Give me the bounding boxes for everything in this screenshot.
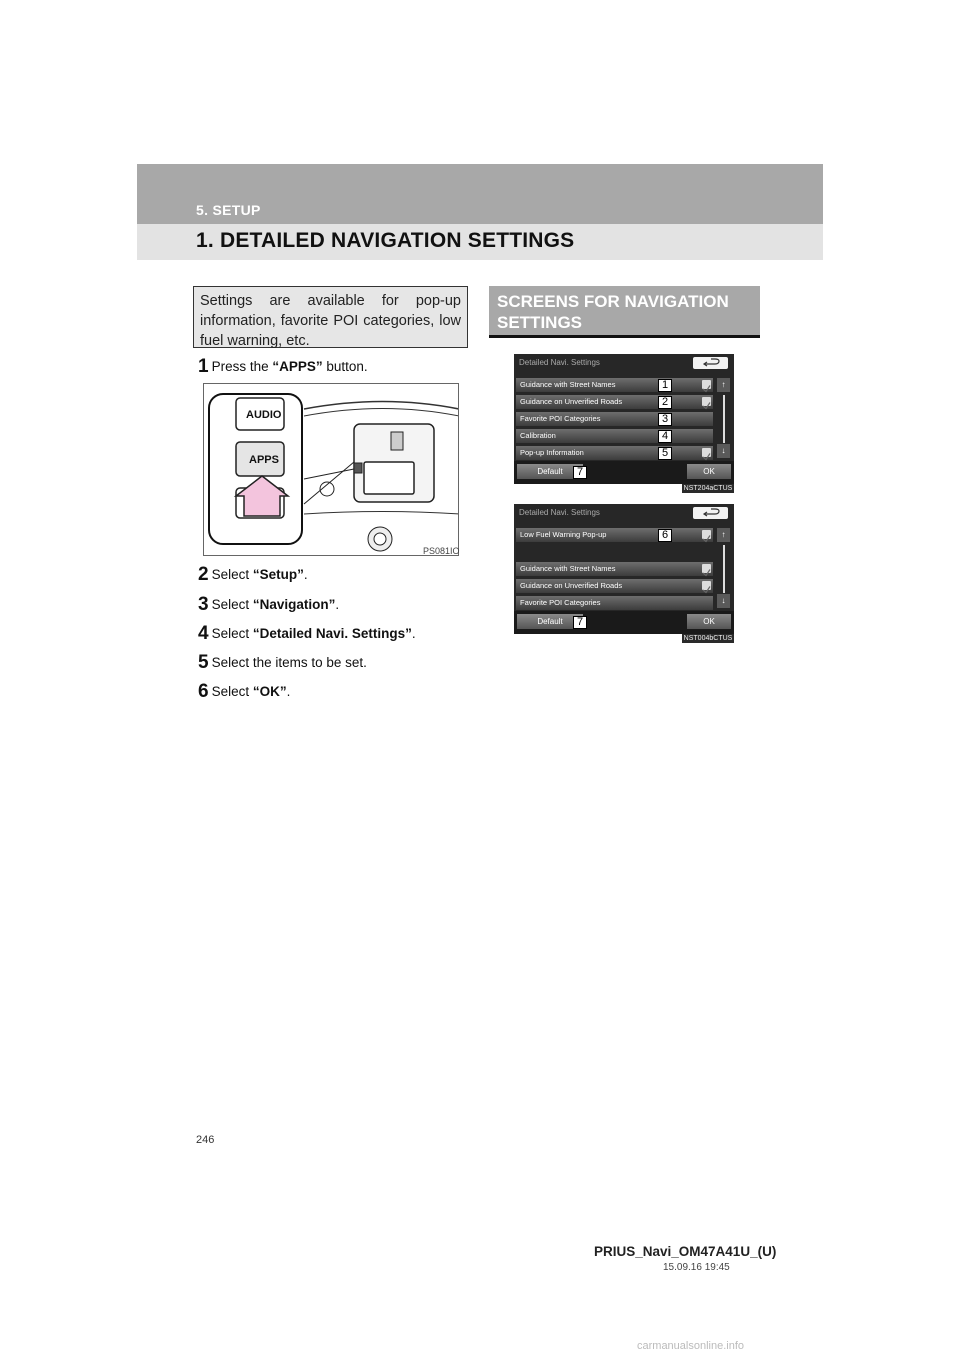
callout-number: 6 [658,529,672,542]
row-low-fuel-warning-popup[interactable] [516,528,713,542]
step-number: 3 [198,594,209,615]
header-line-1: SCREENS FOR NAVIGATION [497,292,729,311]
step-text: Select [211,567,253,582]
step-text: Press the [211,359,273,374]
ok-button[interactable]: OK [687,614,731,629]
step-text-end: . [411,626,416,641]
default-button[interactable]: Default [517,464,583,479]
document-date: 15.09.16 19:45 [663,1262,730,1273]
checkbox[interactable] [702,380,711,389]
default-button[interactable]: Default [517,614,583,629]
row-label: Guidance on Unverified Roads [520,397,623,406]
settings-screen-1 [514,354,734,484]
document-id: PRIUS_Navi_OM47A41U_(U) [594,1244,777,1259]
step-text: Select [211,597,253,612]
step-3 [198,594,339,616]
dashboard-illustration [204,384,459,556]
row-label: Calibration [520,431,556,440]
figure-code: PS081IO [423,546,460,556]
row-label: Guidance with Street Names [520,380,616,389]
back-button[interactable] [693,357,728,369]
row-label: Pop-up Information [520,448,584,457]
step-6 [198,681,290,703]
step-number: 5 [198,652,209,673]
step-number: 6 [198,681,209,702]
step-text-end: . [335,597,340,612]
row-label: Favorite POI Categories [520,598,601,607]
screen-2-code: NST004bCTUS [683,635,733,642]
row-favorite-poi-categories[interactable] [516,596,713,610]
back-button[interactable] [693,507,728,519]
step-text: Select [211,684,253,699]
step-2 [198,564,308,586]
step-number: 4 [198,623,209,644]
callout-number: 1 [658,379,672,392]
row-favorite-poi-categories[interactable] [516,412,713,426]
row-popup-information[interactable] [516,446,713,460]
row-calibration[interactable] [516,429,713,443]
intro-box: Settings are available for pop-up information, favorite POI categories, low fuel warning, etc. [193,286,468,348]
callout-number: 4 [658,430,672,443]
check-icon [702,534,711,543]
callout-number: 2 [658,396,672,409]
callout-number: 7 [573,616,587,629]
checkbox[interactable] [702,448,711,457]
scroll-up-button[interactable]: ↑ [717,378,730,392]
step-keyword: “APPS” [272,359,323,374]
navigation-settings-header [489,286,760,338]
page-number: 246 [196,1134,215,1146]
row-guidance-street-names[interactable] [516,378,713,392]
settings-screen-2 [514,504,734,634]
row-label: Guidance on Unverified Roads [520,581,623,590]
step-text-end: . [286,684,291,699]
dashboard-figure [203,383,459,556]
callout-number: 3 [658,413,672,426]
back-arrow-icon [693,508,728,520]
audio-button-label: AUDIO [246,409,282,421]
apps-button-label: APPS [249,454,279,466]
screen-1-code: NST204aCTUS [683,485,733,492]
step-text: Select [211,626,253,641]
header-line-2: SETTINGS [497,313,583,332]
row-guidance-unverified-roads[interactable] [516,395,713,409]
row-guidance-street-names[interactable] [516,562,713,576]
check-icon [702,401,711,410]
page-title: 1. DETAILED NAVIGATION SETTINGS [196,229,575,252]
row-label: Guidance with Street Names [520,564,616,573]
check-icon [702,452,711,461]
checkbox[interactable] [702,564,711,573]
row-label: Favorite POI Categories [520,414,601,423]
checkbox[interactable] [702,397,711,406]
step-5 [198,652,367,674]
step-4 [198,623,416,645]
step-number: 2 [198,564,209,585]
row-label: Low Fuel Warning Pop-up [520,530,607,539]
scroll-down-button[interactable]: ↓ [717,444,730,458]
section-label: 5. SETUP [196,202,261,218]
step-keyword: “OK” [252,684,287,699]
ok-button[interactable]: OK [687,464,731,479]
scroll-down-button[interactable]: ↓ [717,594,730,608]
checkbox[interactable] [702,581,711,590]
step-text-end: button. [322,359,368,374]
row-guidance-unverified-roads[interactable] [516,579,713,593]
step-keyword: “Detailed Navi. Settings” [252,626,412,641]
step-keyword: “Navigation” [252,597,336,612]
back-arrow-icon [693,358,728,370]
watermark[interactable]: carmanualsonline.info [637,1340,745,1352]
screen-title: Detailed Navi. Settings [519,508,600,517]
step-text: Select the items to be set. [211,655,367,670]
checkbox[interactable] [702,530,711,539]
scroll-up-button[interactable]: ↑ [717,528,730,542]
step-number: 1 [198,356,209,377]
step-text-end: . [303,567,308,582]
check-icon [702,384,711,393]
check-icon [702,568,711,577]
callout-number: 7 [573,466,587,479]
check-icon [702,585,711,594]
screen-title: Detailed Navi. Settings [519,358,600,367]
scrollbar[interactable] [723,545,725,593]
step-keyword: “Setup” [252,567,304,582]
scrollbar[interactable] [723,395,725,443]
step-1 [198,356,368,378]
callout-number: 5 [658,447,672,460]
